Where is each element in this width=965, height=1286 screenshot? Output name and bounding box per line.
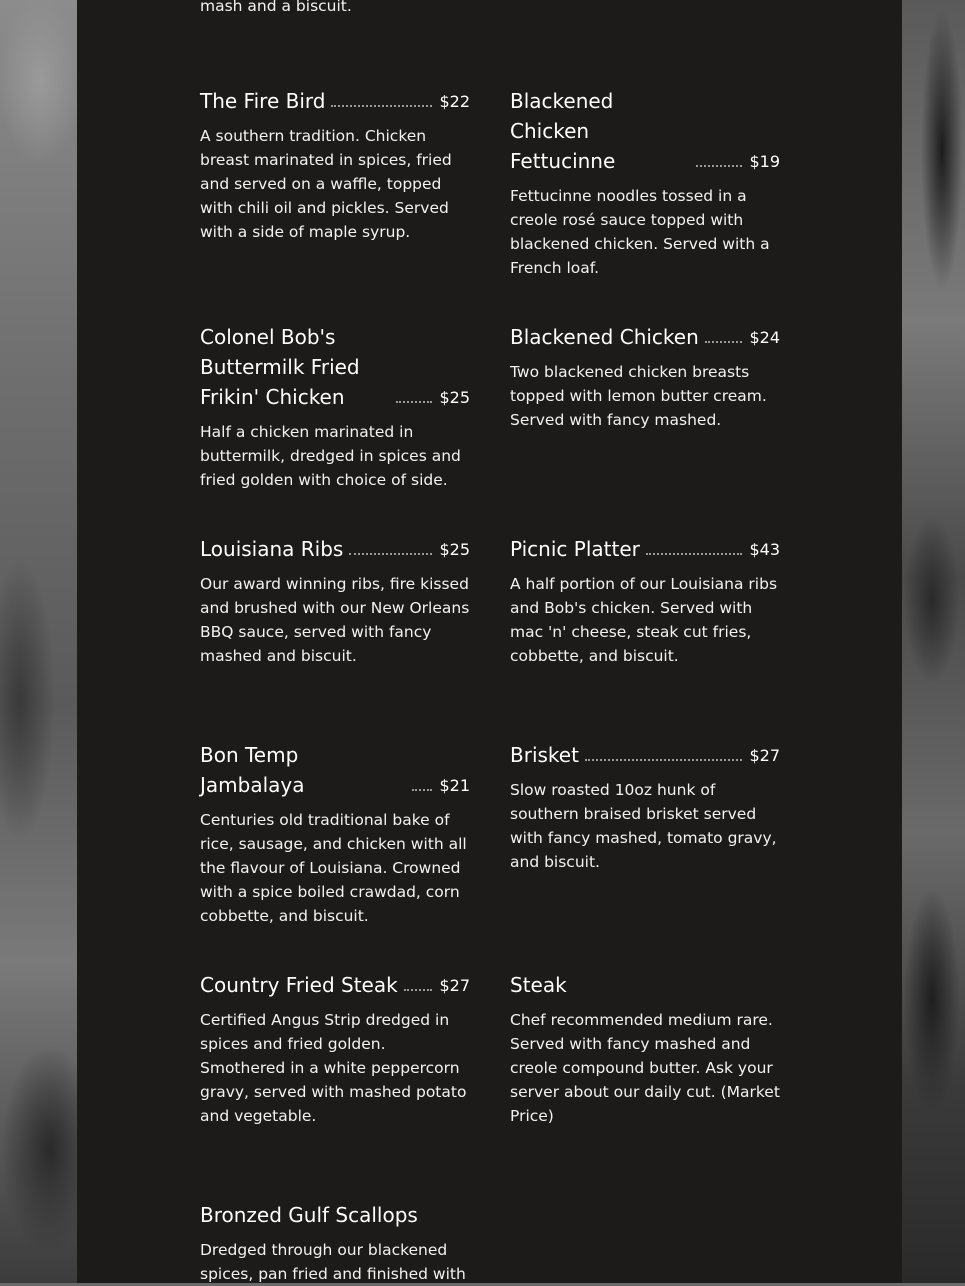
menu-item-name: Brisket xyxy=(510,743,579,767)
menu-item-description: Half a chicken marinated in buttermilk, dredged in spices and fried golden with choice of side. xyxy=(200,423,461,489)
menu-item-country-fried-steak xyxy=(200,970,470,1128)
previous-item-description-tail: mash and a biscuit. xyxy=(200,0,352,15)
menu-item-description: Two blackened chicken breasts topped with lemon butter cream. Served with fancy mashed. xyxy=(510,363,767,429)
menu-item-description: Dredged through our blackened spices, pan fried and finished with xyxy=(200,1241,466,1283)
menu-item-brisket xyxy=(510,740,780,874)
menu-item-name: Louisiana Ribs xyxy=(200,537,344,561)
menu-item-bronzed-gulf-scallops xyxy=(200,1200,470,1286)
dot-leader xyxy=(404,989,433,991)
menu-item-price: $19 xyxy=(749,152,780,171)
dot-leader xyxy=(705,341,743,343)
menu-item-price: $27 xyxy=(749,746,780,765)
dot-leader xyxy=(696,165,742,167)
dot-leader xyxy=(349,553,432,555)
menu-item-description: Our award winning ribs, fire kissed and brushed with our New Orleans BBQ sauce, served with fancy mashed and biscuit. xyxy=(200,575,470,665)
dot-leader xyxy=(585,759,743,761)
menu-item-price: $21 xyxy=(439,776,470,795)
menu-item-name: The Fire Bird xyxy=(200,89,326,113)
background-photo-right xyxy=(902,0,965,1283)
dot-leader xyxy=(646,553,743,555)
dot-leader xyxy=(396,401,432,403)
menu-item-blackened-chicken-fettucinne xyxy=(510,86,780,280)
menu-item-name: Steak xyxy=(510,973,567,997)
dot-leader xyxy=(331,105,432,107)
menu-item-name: Country Fried Steak xyxy=(200,973,398,997)
menu-item-name: Blackened Chicken xyxy=(510,325,699,349)
menu-item-description: Slow roasted 10oz hunk of southern braised brisket served with fancy mashed, tomato gravy, and biscuit. xyxy=(510,781,777,871)
menu-item-price: $22 xyxy=(439,92,470,111)
menu-item-price: $25 xyxy=(439,388,470,407)
menu-item-name: Picnic Platter xyxy=(510,537,640,561)
menu-item-blackened-chicken xyxy=(510,322,780,432)
menu-item-price: $25 xyxy=(439,540,470,559)
dot-leader xyxy=(412,789,432,791)
menu-item-steak xyxy=(510,970,780,1128)
menu-item-name: Colonel Bob's Buttermilk Fried Frikin' Chicken xyxy=(200,325,360,409)
background-photo-left xyxy=(0,0,77,1283)
menu-item-description: A southern tradition. Chicken breast marinated in spices, fried and served on a waffle, topped with chili oil and pickles. Served with a side of maple syrup. xyxy=(200,127,452,241)
menu-item-description: A half portion of our Louisiana ribs and Bob's chicken. Served with mac 'n' cheese, steak cut fries, cobbette, and biscuit. xyxy=(510,575,778,665)
menu-item-name: Bon Temp Jambalaya xyxy=(200,743,305,797)
menu-item-description: Chef recommended medium rare. Served with fancy mashed and creole compound butter. Ask your server about our daily cut. (Market Price) xyxy=(510,1011,780,1125)
menu-item-louisiana-ribs xyxy=(200,534,470,668)
menu-item-picnic-platter xyxy=(510,534,780,668)
menu-item-bon-temp-jambalaya xyxy=(200,740,470,928)
menu-item-description: Fettucinne noodles tossed in a creole rosé sauce topped with blackened chicken. Served with a French loaf. xyxy=(510,187,770,277)
menu-item-name: Bronzed Gulf Scallops xyxy=(200,1203,418,1227)
menu-item-description: Certified Angus Strip dredged in spices and fried golden. Smothered in a white peppercorn gravy, served with mashed potato and vegetable. xyxy=(200,1011,467,1125)
menu-item-colonel-bobs-chicken xyxy=(200,322,470,492)
menu-item-name: Blackened Chicken Fettucinne xyxy=(510,89,616,173)
menu-item-price: $43 xyxy=(749,540,780,559)
menu-item-description: Centuries old traditional bake of rice, sausage, and chicken with all the flavour of Louisiana. Crowned with a spice boiled crawdad, corn cobbette, and biscuit. xyxy=(200,811,467,925)
menu-item-fire-bird xyxy=(200,86,470,244)
menu-item-price: $24 xyxy=(749,328,780,347)
menu-item-price: $27 xyxy=(439,976,470,995)
